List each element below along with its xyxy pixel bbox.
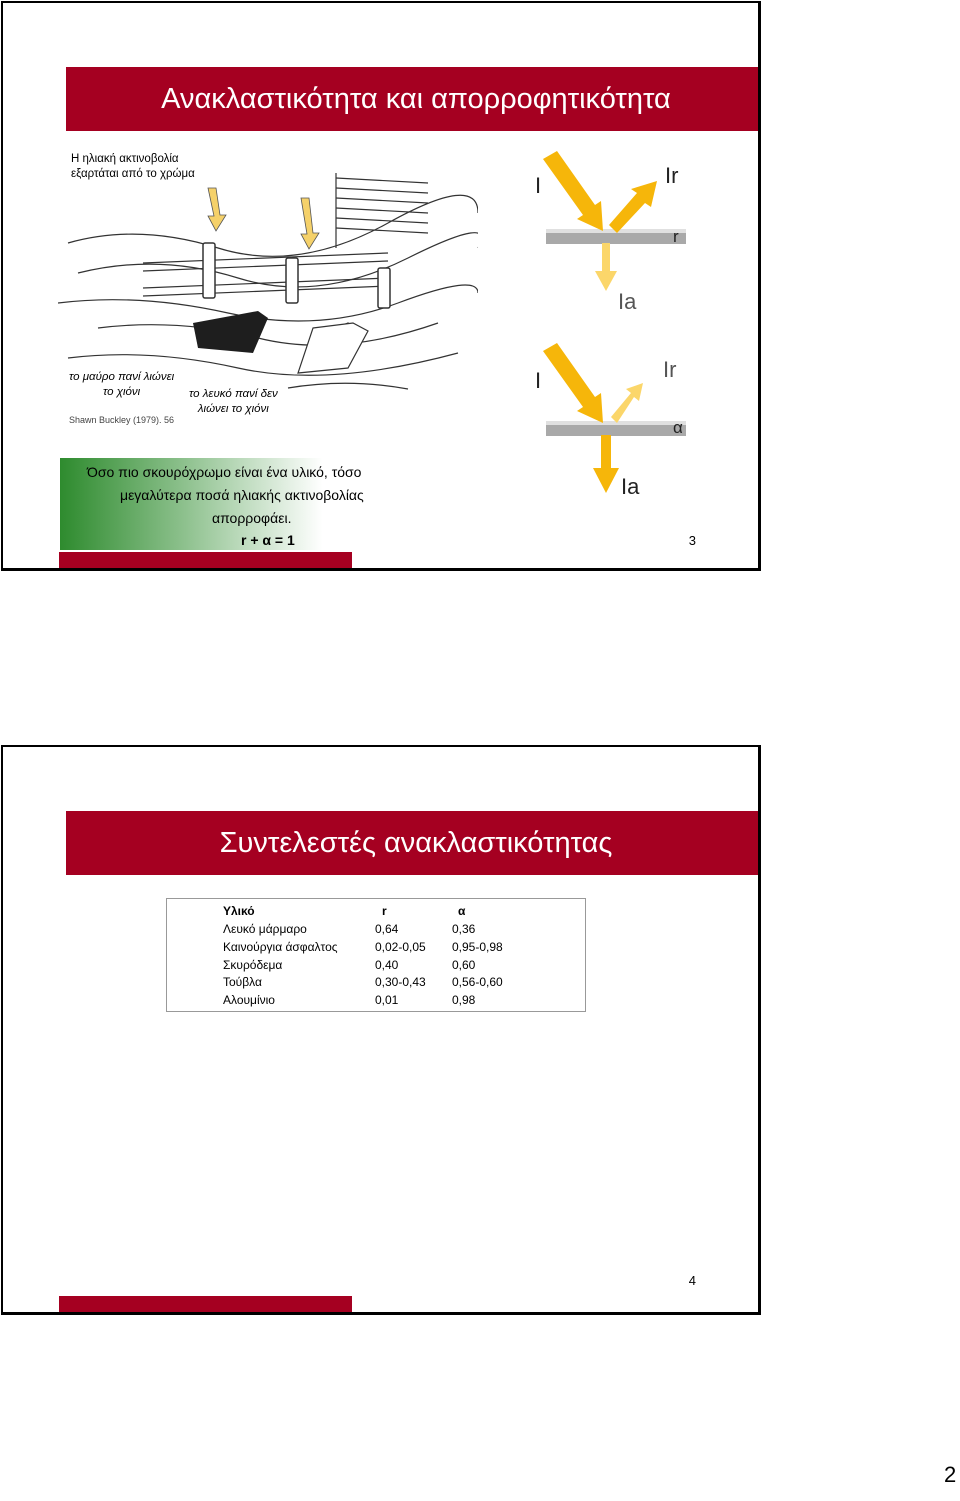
image-credit: Shawn Buckley (1979). 56 [69, 415, 175, 425]
formula: r + α = 1 [241, 532, 295, 548]
label-incident: I [535, 368, 542, 393]
white-cloth-shape [298, 323, 368, 373]
label-reflected: Ir [663, 357, 677, 382]
incident-arrow [543, 343, 603, 423]
cell-r: 0,01 [375, 993, 399, 1007]
cell-alpha: 0,56-0,60 [452, 975, 503, 989]
slide-number: 4 [688, 1273, 696, 1288]
label-absorbed: Ia [621, 474, 640, 499]
cell-material: Αλουμίνιο [223, 993, 275, 1007]
cell-material: Σκυρόδεμα [223, 958, 283, 972]
cell-alpha: 0,98 [452, 993, 476, 1007]
caption-white-line-1: το λευκό πανί δεν [189, 388, 278, 400]
caption-top-line-1: Η ηλιακή ακτινοβολία [71, 153, 179, 165]
cell-r: 0,40 [375, 958, 399, 972]
cell-alpha: 0,36 [452, 922, 476, 936]
footer-bar [59, 1296, 352, 1312]
header-alpha: α [458, 904, 466, 918]
slide-number: 3 [688, 533, 696, 548]
reflectivity-table [166, 898, 586, 1012]
cell-material: Τούβλα [223, 975, 262, 989]
header-r: r [382, 904, 387, 918]
cell-material: Λευκό μάρμαρο [223, 922, 307, 936]
sunlight-arrow-right [301, 198, 319, 249]
reflected-arrow [611, 383, 643, 423]
slide-title: Συντελεστές ανακλαστικότητας [66, 811, 761, 875]
slide-4 [1, 745, 761, 1315]
caption-white-cloth [189, 387, 278, 417]
cell-alpha: 0,95-0,98 [452, 940, 503, 954]
label-incident: I [535, 173, 542, 198]
black-cloth-shape [193, 311, 268, 353]
label-reflected: Ir [665, 163, 679, 188]
label-surface-r: r [673, 227, 679, 246]
label-surface-alpha: α [673, 418, 683, 437]
statement-line-3: απορροφάει. [212, 510, 292, 526]
cell-material: Καινούργια άσφαλτος [223, 940, 338, 954]
reflected-arrow [609, 181, 657, 233]
caption-black-line-2: το χιόνι [102, 386, 141, 398]
header-material: Υλικό [223, 904, 255, 918]
statement-box [60, 458, 410, 550]
caption-top-line-2: εξαρτάται από το χρώμα [71, 168, 195, 180]
statement-line-1: Όσο πιο σκουρόχρωμο είναι ένα υλικό, τόσο [87, 464, 362, 480]
cell-r: 0,30-0,43 [375, 975, 426, 989]
incident-arrow [543, 151, 603, 231]
cell-alpha: 0,60 [452, 958, 476, 972]
statement-line-2: μεγαλύτερα ποσά ηλιακής ακτινοβολίας [120, 487, 364, 503]
sunlight-arrow-left [208, 188, 226, 231]
snow-fence-illustration [58, 153, 478, 393]
absorbed-arrow [595, 243, 617, 291]
footer-bar [59, 552, 352, 568]
absorbed-arrow [593, 435, 619, 493]
label-absorbed: Ia [618, 289, 637, 314]
cell-r: 0,02-0,05 [375, 940, 426, 954]
caption-black-cloth [69, 370, 174, 400]
caption-black-line-1: το μαύρο πανί λιώνει [69, 371, 175, 383]
page-number: 2 [944, 1462, 957, 1487]
cell-r: 0,64 [375, 922, 399, 936]
slide-title: Ανακλαστικότητα και απορροφητικότητα [66, 67, 761, 131]
caption-white-line-2: λιώνει το χιόνι [197, 403, 269, 415]
slide-3 [1, 1, 761, 571]
